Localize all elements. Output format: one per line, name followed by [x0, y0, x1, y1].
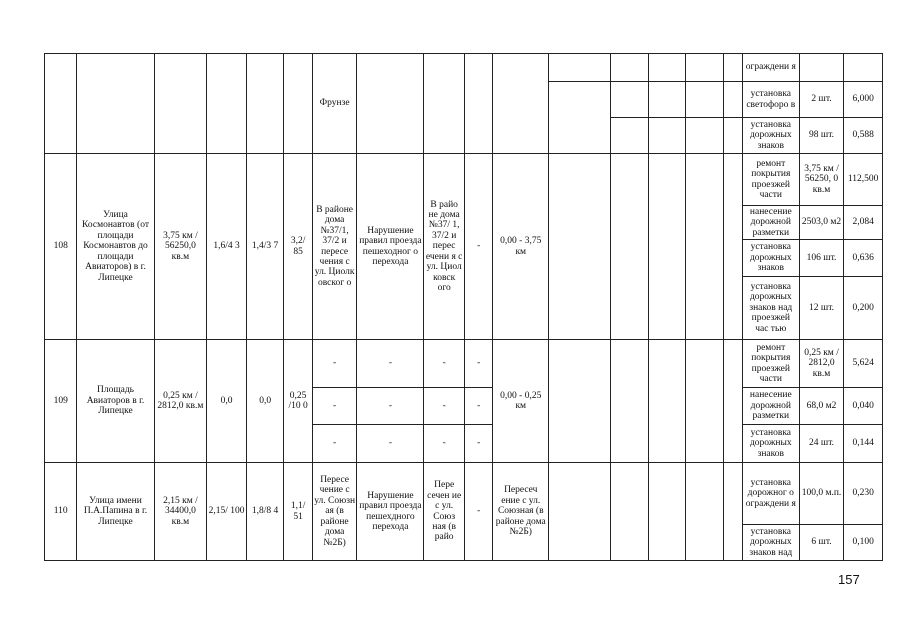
- work-name-cell: установка дорожных знаков: [742, 118, 799, 154]
- work-qty-cell: 12 шт.: [799, 277, 844, 340]
- dash-cell: -: [357, 425, 424, 463]
- work-qty-cell: 2503,0 м2: [799, 206, 844, 240]
- work-qty-cell: 106 шт.: [799, 240, 844, 277]
- length-cell: 3,75 км / 56250,0 кв.м: [154, 154, 207, 340]
- location-cell: Пересе чение с ул. Союзн ая (в районе дома №2Б): [312, 463, 357, 561]
- work-name-cell: установка дорожных знаков над проезжей час тью: [742, 277, 799, 340]
- work-name-cell: установка светофоро в: [742, 82, 799, 118]
- range-cell: 0,00 - 3,75 км: [493, 154, 549, 340]
- dash-cell: -: [464, 388, 492, 425]
- work-qty-cell: 24 шт.: [799, 425, 844, 463]
- value-cell: 0,0: [246, 340, 284, 463]
- work-cost-cell: [844, 54, 883, 82]
- row-number: 108: [45, 154, 77, 340]
- table-row: [45, 154, 883, 206]
- dash-cell: -: [357, 340, 424, 388]
- table-row: [45, 54, 883, 82]
- value-cell: 1,8/8 4: [246, 463, 284, 561]
- work-qty-cell: 2 шт.: [799, 82, 844, 118]
- value-cell: 0,0: [207, 340, 247, 463]
- work-qty-cell: 6 шт.: [799, 525, 844, 561]
- work-cost-cell: 112,500: [844, 154, 883, 206]
- work-name-cell: ремонт покрытия проезжей части: [742, 154, 799, 206]
- dash-cell: -: [424, 340, 465, 388]
- road-name-cell: Площадь Авиаторов в г. Липецке: [77, 340, 154, 463]
- dash-cell: -: [464, 463, 492, 561]
- violation-cell: Нарушение правил проезда пешехдного перехода: [357, 463, 424, 561]
- work-name-cell: установка дорожных знаков: [742, 240, 799, 277]
- dash-cell: -: [357, 388, 424, 425]
- work-name-cell: ремонт покрытия проезжей части: [742, 340, 799, 388]
- work-qty-cell: 100,0 м.п.: [799, 463, 844, 525]
- work-qty-cell: 98 шт.: [799, 118, 844, 154]
- location-cell: Фрунзе: [312, 54, 357, 154]
- work-cost-cell: 6,000: [844, 82, 883, 118]
- page-number: 157: [838, 572, 860, 587]
- work-cost-cell: 0,200: [844, 277, 883, 340]
- work-name-cell: нанесение дорожной разметки: [742, 206, 799, 240]
- place-cell: Пере сечен ие с ул. Союз ная (в райо: [424, 463, 465, 561]
- dash-cell: -: [424, 425, 465, 463]
- value-cell: 1,4/3 7: [246, 154, 284, 340]
- value-cell: 2,15/ 100: [207, 463, 247, 561]
- range-cell: Пересеч ение с ул. Союзная (в районе дома №2Б): [493, 463, 549, 561]
- work-cost-cell: 0,144: [844, 425, 883, 463]
- work-cost-cell: 0,100: [844, 525, 883, 561]
- road-works-table: [44, 53, 883, 561]
- work-name-cell: ограждени я: [742, 54, 799, 82]
- location-cell: В районе дома №37/1, 37/2 и пересе чения с ул. Циолк овског о: [312, 154, 357, 340]
- value-cell: 3,2/ 85: [284, 154, 312, 340]
- range-cell: 0,00 - 0,25 км: [493, 340, 549, 463]
- work-cost-cell: 0,230: [844, 463, 883, 525]
- road-name-cell: Улица Космонавтов (от площади Космонавтов до площади Авиаторов) в г. Липецке: [77, 154, 154, 340]
- table-row: [45, 463, 883, 525]
- work-cost-cell: 5,624: [844, 340, 883, 388]
- work-name-cell: установка дорожных знаков над: [742, 525, 799, 561]
- value-cell: 1,6/4 3: [207, 154, 247, 340]
- road-name-cell: Улица имени П.А.Папина в г. Липецке: [77, 463, 154, 561]
- length-cell: 0,25 км / 2812,0 кв.м: [154, 340, 207, 463]
- place-cell: В райо не дома №37/ 1, 37/2 и перес ечени я с ул. Циол ковск ого: [424, 154, 465, 340]
- work-cost-cell: 0,040: [844, 388, 883, 425]
- work-name-cell: установка дорожног о ограждени я: [742, 463, 799, 525]
- work-qty-cell: 3,75 км / 56250, 0 кв.м: [799, 154, 844, 206]
- dash-cell: -: [464, 425, 492, 463]
- work-qty-cell: 68,0 м2: [799, 388, 844, 425]
- work-name-cell: установка дорожных знаков: [742, 425, 799, 463]
- violation-cell: Нарушение правил проезда пешеходног о перехода: [357, 154, 424, 340]
- value-cell: 0,25 /10 0: [284, 340, 312, 463]
- row-number: 110: [45, 463, 77, 561]
- work-cost-cell: 0,636: [844, 240, 883, 277]
- dash-cell: -: [312, 340, 357, 388]
- table-row: [45, 340, 883, 388]
- dash-cell: -: [312, 425, 357, 463]
- work-qty-cell: [799, 54, 844, 82]
- value-cell: 1,1/ 51: [284, 463, 312, 561]
- dash-cell: -: [464, 340, 492, 388]
- work-qty-cell: 0,25 км / 2812,0 кв.м: [799, 340, 844, 388]
- work-name-cell: нанесение дорожной разметки: [742, 388, 799, 425]
- row-number: 109: [45, 340, 77, 463]
- dash-cell: -: [424, 388, 465, 425]
- dash-cell: -: [464, 154, 492, 340]
- work-cost-cell: 2,084: [844, 206, 883, 240]
- work-cost-cell: 0,588: [844, 118, 883, 154]
- dash-cell: -: [312, 388, 357, 425]
- length-cell: 2,15 км / 34400,0 кв.м: [154, 463, 207, 561]
